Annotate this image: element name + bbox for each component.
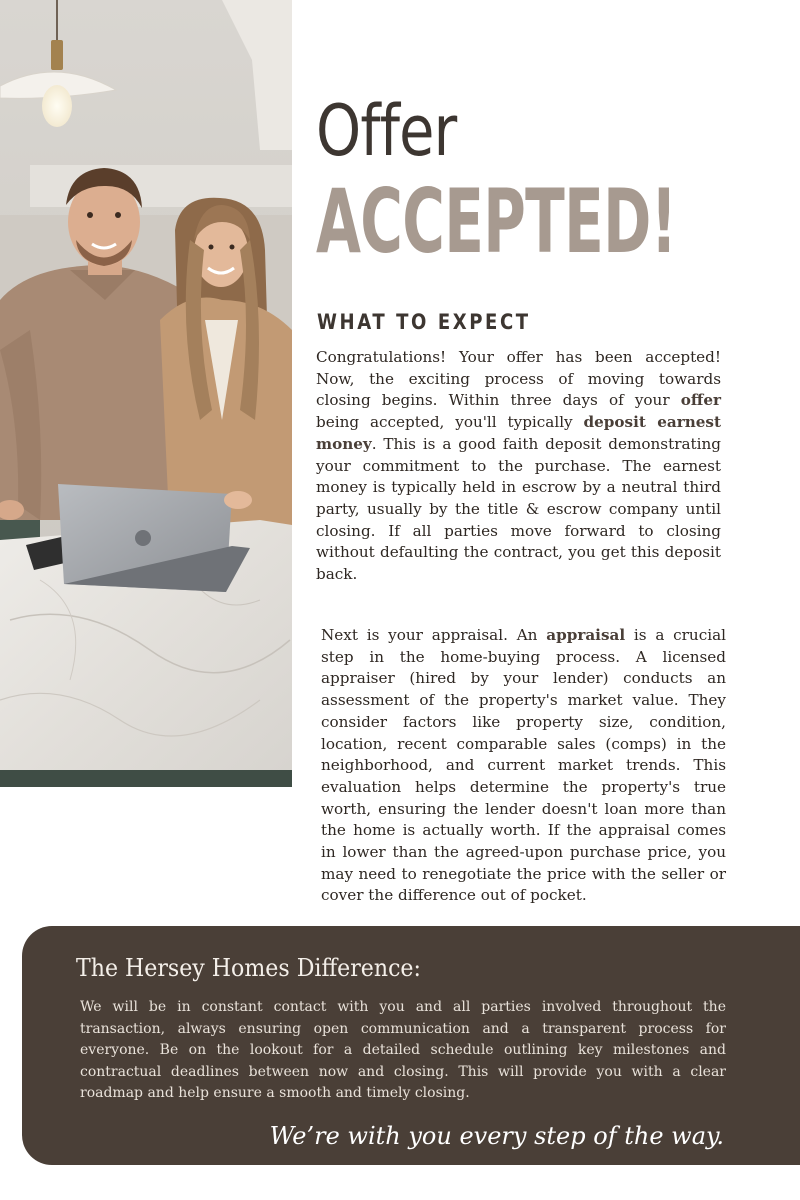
section-heading-what-to-expect: WHAT TO EXPECT — [317, 310, 531, 334]
paragraph-text: is a crucial step in the home-buying process. A licensed appraiser (hired by your lender) conducts an assessment of the property's market value. They consider factors like property size, condition, location, recent comparable sales (comps) in the neighborhood, and current market trends. This evaluation helps determine the property's true worth, ensuring the lender doesn't loan more than the home is actually worth. If the appraisal comes in lower than the agreed-upon purchase price, you may need to renegotiate the price with the seller or cover the difference out of pocket. — [321, 626, 726, 905]
headline-accepted: ACCEPTED! — [316, 170, 677, 273]
difference-title: The Hersey Homes Difference: — [76, 954, 421, 982]
appraisal-paragraph — [321, 625, 726, 907]
earnest-money-paragraph — [316, 347, 721, 586]
bold-appraisal: appraisal — [546, 626, 626, 644]
couple-kitchen-photo — [0, 0, 292, 787]
headline-offer: Offer — [316, 90, 457, 172]
paragraph-text: Congratulations! Your offer has been accepted! Now, the exciting process of moving towards closing begins. Within three days of your — [316, 348, 721, 410]
paragraph-text: Next is your appraisal. An — [321, 626, 547, 644]
hersey-homes-difference-box — [22, 926, 800, 1165]
difference-tagline: We’re with you every step of the way. — [269, 1122, 724, 1150]
difference-body: We will be in constant contact with you and all parties involved throughout the transaction, always ensuring open communication and a transparent process for everyone. Be on the lookout for a detailed schedule outlining key milestones and contractual deadlines between now and closing. This will provide you with a clear roadmap and help ensure a smooth and timely closing. — [80, 999, 726, 1101]
paragraph-text: . This is a good faith deposit demonstrating your commitment to the purchase. The earnest money is typically held in escrow by a neutral third party, usually by the title & escrow company until closing. If all parties move forward to closing without defaulting the contract, you get this deposit back. — [316, 434, 721, 584]
paragraph-text: being accepted, you'll typically — [316, 413, 584, 432]
bold-offer: offer — [680, 391, 721, 410]
bold-deposit-earnest-money: deposit earnest money — [316, 413, 721, 453]
